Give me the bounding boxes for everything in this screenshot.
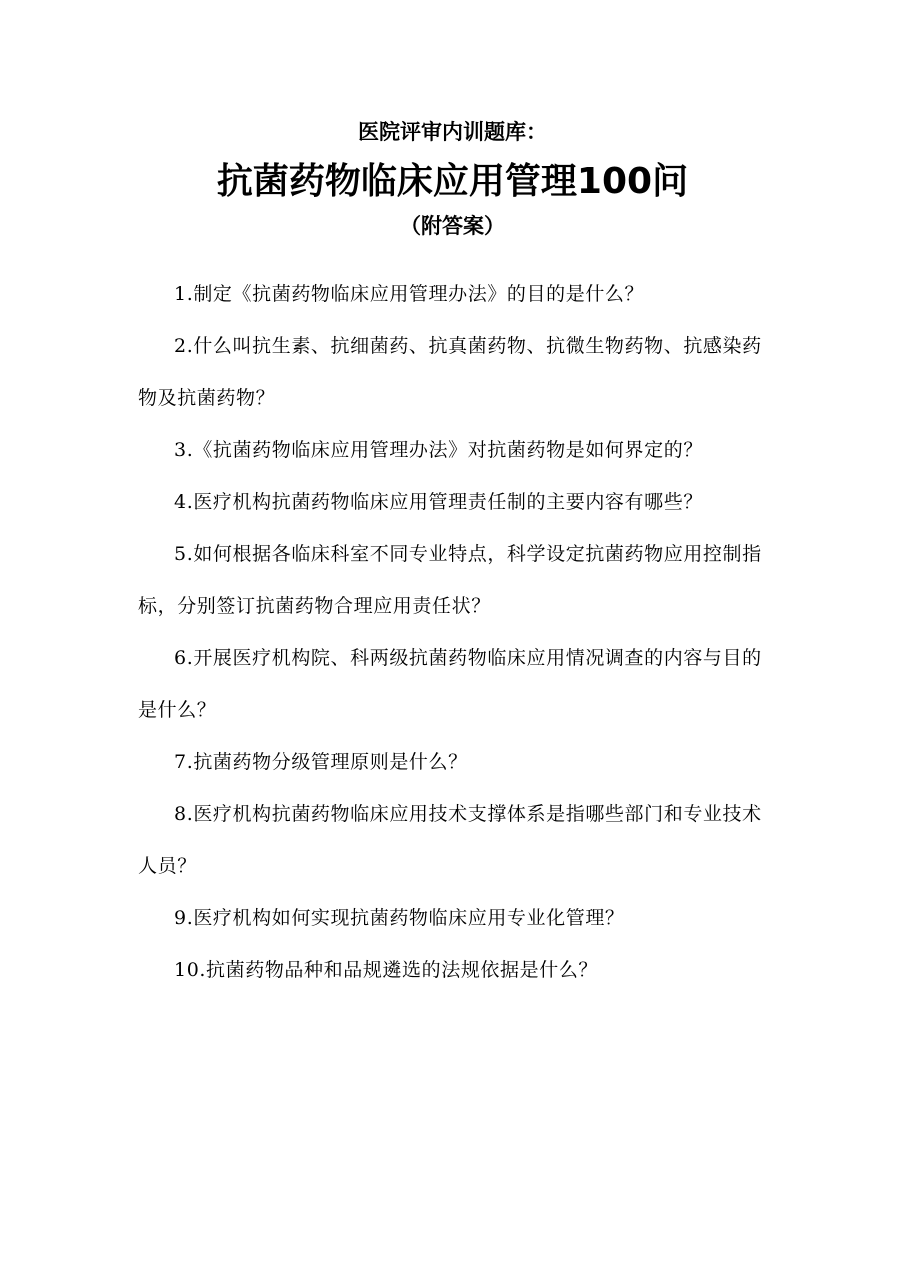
question-item: 5.如何根据各临床科室不同专业特点，科学设定抗菌药物应用控制指标，分别签订抗菌药物合理应用责任状？ [138,543,762,617]
question-item: 3.《抗菌药物临床应用管理办法》对抗菌药物是如何界定的？ [174,439,703,461]
question-item: 8.医疗机构抗菌药物临床应用技术支撑体系是指哪些部门和专业技术人员？ [138,803,762,877]
question-item: 4.医疗机构抗菌药物临床应用管理责任制的主要内容有哪些？ [174,491,703,513]
question-item: 9.医疗机构如何实现抗菌药物临床应用专业化管理？ [174,907,625,929]
document-subtitle: 医院评审内训题库： [358,120,547,144]
question-item: 6.开展医疗机构院、科两级抗菌药物临床应用情况调查的内容与目的是什么？ [138,647,762,721]
question-item: 1.制定《抗菌药物临床应用管理办法》的目的是什么？ [174,283,645,305]
document-title: 抗菌药物临床应用管理100问 [216,161,689,202]
question-item: 7.抗菌药物分级管理原则是什么？ [174,751,468,773]
answer-note: （附答案） [400,214,505,238]
question-item: 2.什么叫抗生素、抗细菌药、抗真菌药物、抗微生物药物、抗感染药物及抗菌药物？ [138,335,762,409]
question-item: 10.抗菌药物品种和品规遴选的法规依据是什么？ [174,959,599,981]
question-list [138,268,762,996]
